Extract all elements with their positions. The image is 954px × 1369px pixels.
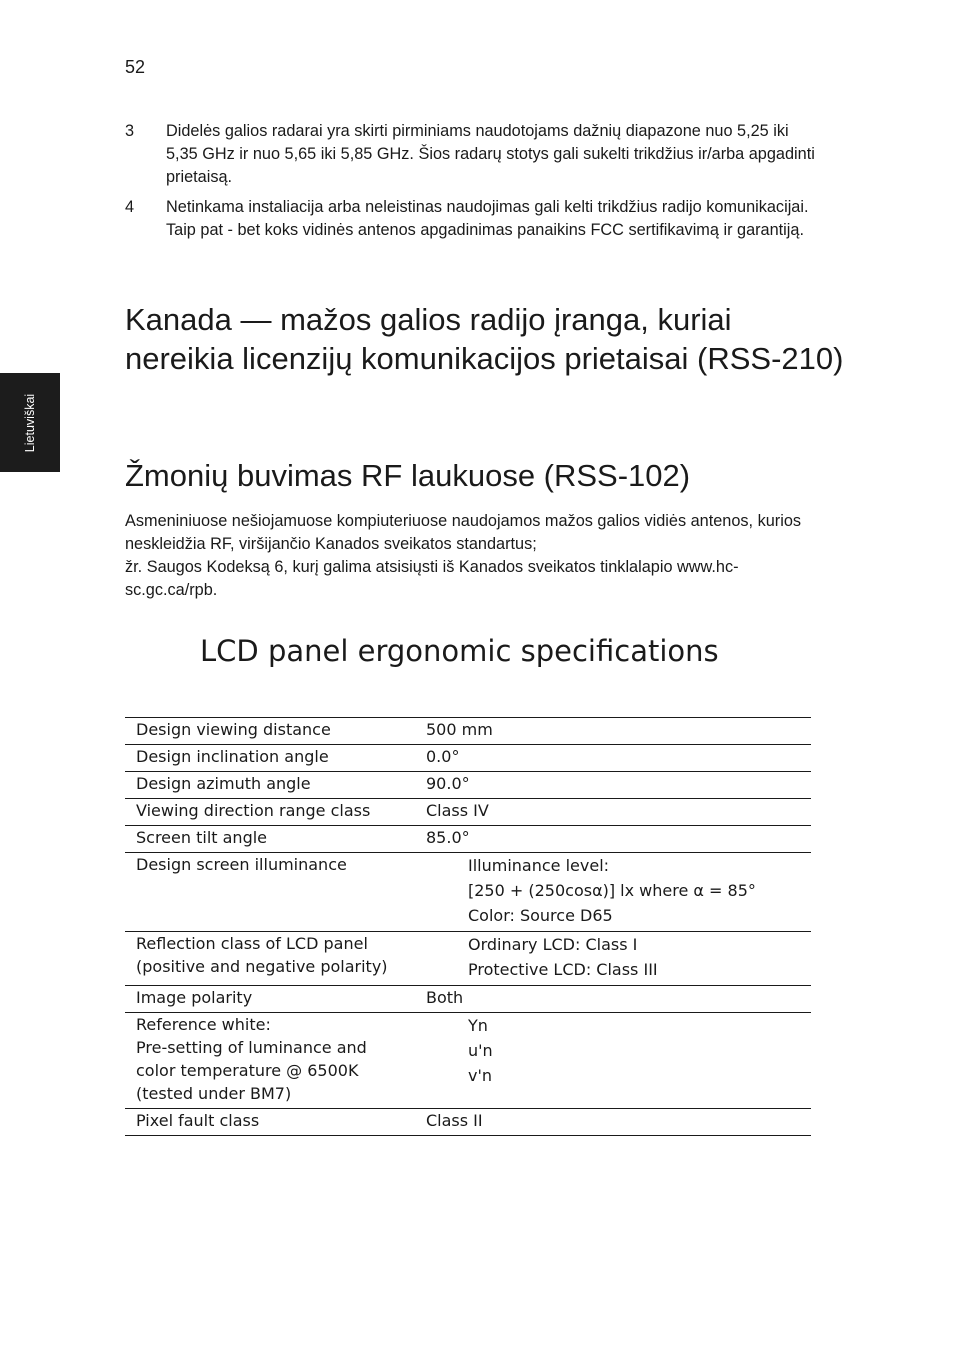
spec-label-line: Pixel fault class — [136, 1111, 260, 1130]
footnote — [125, 196, 815, 242]
footnote-text: Didelės galios radarai yra skirti pirminiams naudotojams dažnių diapazone nuo 5,25 iki 5,35 GHz ir nuo 5,65 iki 5,85 GHz. Šios radarų stotys gali sukelti trikdžius ir/arba apgadinti prietaisą. — [166, 122, 815, 186]
page-number: 52 — [125, 57, 146, 77]
spec-row — [125, 1013, 811, 1109]
heading-canada: Kanada — mažos galios radijo įranga, kuriai nereikia licenzijų komunikacijos prietaisai (RSS-210) — [125, 302, 844, 376]
spec-row — [125, 853, 811, 932]
language-tab-label: Lietuviškai — [23, 393, 37, 453]
spec-label-line: Design screen illuminance — [136, 855, 347, 874]
footnote-number: 3 — [125, 122, 135, 140]
spec-value-line: Protective LCD: Class III — [468, 960, 658, 979]
spec-label-line: color temperature @ 6500K — [136, 1061, 359, 1080]
spec-value — [426, 799, 811, 826]
spec-label — [125, 932, 426, 986]
spec-label-line: Design inclination angle — [136, 747, 329, 766]
spec-row — [125, 799, 811, 826]
spec-row — [125, 1109, 811, 1136]
spec-value-line: [250 + (250cosα)] lx where α = 85° — [468, 881, 756, 900]
language-tab — [0, 373, 60, 472]
spec-label — [125, 772, 426, 799]
lcd-spec-table — [125, 717, 811, 1136]
spec-value — [426, 826, 811, 853]
spec-label — [125, 826, 426, 853]
spec-label-line: (positive and negative polarity) — [136, 957, 388, 976]
spec-value — [426, 853, 811, 932]
spec-label — [125, 1013, 426, 1109]
spec-value-line: Illuminance level: — [468, 856, 610, 875]
spec-value — [426, 718, 811, 745]
spec-label-line: Viewing direction range class — [136, 801, 371, 820]
spec-row — [125, 745, 811, 772]
spec-label-line: Pre-setting of luminance and — [136, 1038, 367, 1057]
rf-paragraph — [125, 510, 815, 602]
spec-value-line: v'n — [468, 1066, 493, 1085]
spec-value — [426, 772, 811, 799]
spec-label-line: (tested under BM7) — [136, 1084, 292, 1103]
spec-value — [426, 932, 811, 986]
spec-label-line: Screen tilt angle — [136, 828, 268, 847]
spec-label-line: Design azimuth angle — [136, 774, 311, 793]
spec-row — [125, 826, 811, 853]
spec-value-line: Both — [426, 988, 464, 1007]
spec-value-line: Yn — [468, 1016, 488, 1035]
spec-label-line: Image polarity — [136, 988, 253, 1007]
spec-label — [125, 986, 426, 1013]
footnotes — [125, 120, 815, 249]
spec-label — [125, 1109, 426, 1136]
spec-value-line: Class IV — [426, 801, 489, 820]
spec-value-line: Ordinary LCD: Class I — [468, 935, 638, 954]
footnote-text: Netinkama instaliacija arba neleistinas naudojimas gali kelti trikdžius radijo komunikacijai. Taip pat - bet koks vidinės antenos apgadinimas panaikins FCC sertifikavimą ir garantiją. — [166, 198, 809, 239]
spec-label-line: Reference white: — [136, 1015, 271, 1034]
spec-value-line: 500 mm — [426, 720, 493, 739]
spec-value-line: 85.0° — [426, 828, 470, 847]
footnote — [125, 120, 815, 189]
spec-value-line: 0.0° — [426, 747, 460, 766]
spec-label — [125, 718, 426, 745]
spec-value-line: 90.0° — [426, 774, 470, 793]
spec-value — [426, 745, 811, 772]
spec-label — [125, 799, 426, 826]
rf-paragraph-line: žr. Saugos Kodeksą 6, kurį galima atsisiųsti iš Kanados sveikatos tinklalapio www.hc-sc.gc.ca/rpb. — [125, 558, 739, 599]
spec-value-line: Class II — [426, 1111, 483, 1130]
spec-row — [125, 718, 811, 745]
spec-label — [125, 745, 426, 772]
spec-label-line: Design viewing distance — [136, 720, 331, 739]
spec-value — [426, 1013, 811, 1109]
spec-row — [125, 986, 811, 1013]
lcd-specs-title: LCD panel ergonomic specifications — [200, 634, 719, 668]
spec-value — [426, 1109, 811, 1136]
spec-row — [125, 772, 811, 799]
spec-value-line: u'n — [468, 1041, 493, 1060]
spec-value — [426, 986, 811, 1013]
rf-paragraph-line: Asmeniniuose nešiojamuose kompiuteriuose naudojamos mažos galios vidiės antenos, kurios neskleidžia RF, viršijančio Kanados sveikatos standartus; — [125, 512, 802, 553]
heading-rf-exposure: Žmonių buvimas RF laukuose (RSS-102) — [125, 458, 691, 493]
spec-label-line: Reflection class of LCD panel — [136, 934, 368, 953]
spec-value-line: Color: Source D65 — [468, 906, 613, 925]
spec-row — [125, 932, 811, 986]
footnote-number: 4 — [125, 198, 135, 216]
spec-label — [125, 853, 426, 932]
